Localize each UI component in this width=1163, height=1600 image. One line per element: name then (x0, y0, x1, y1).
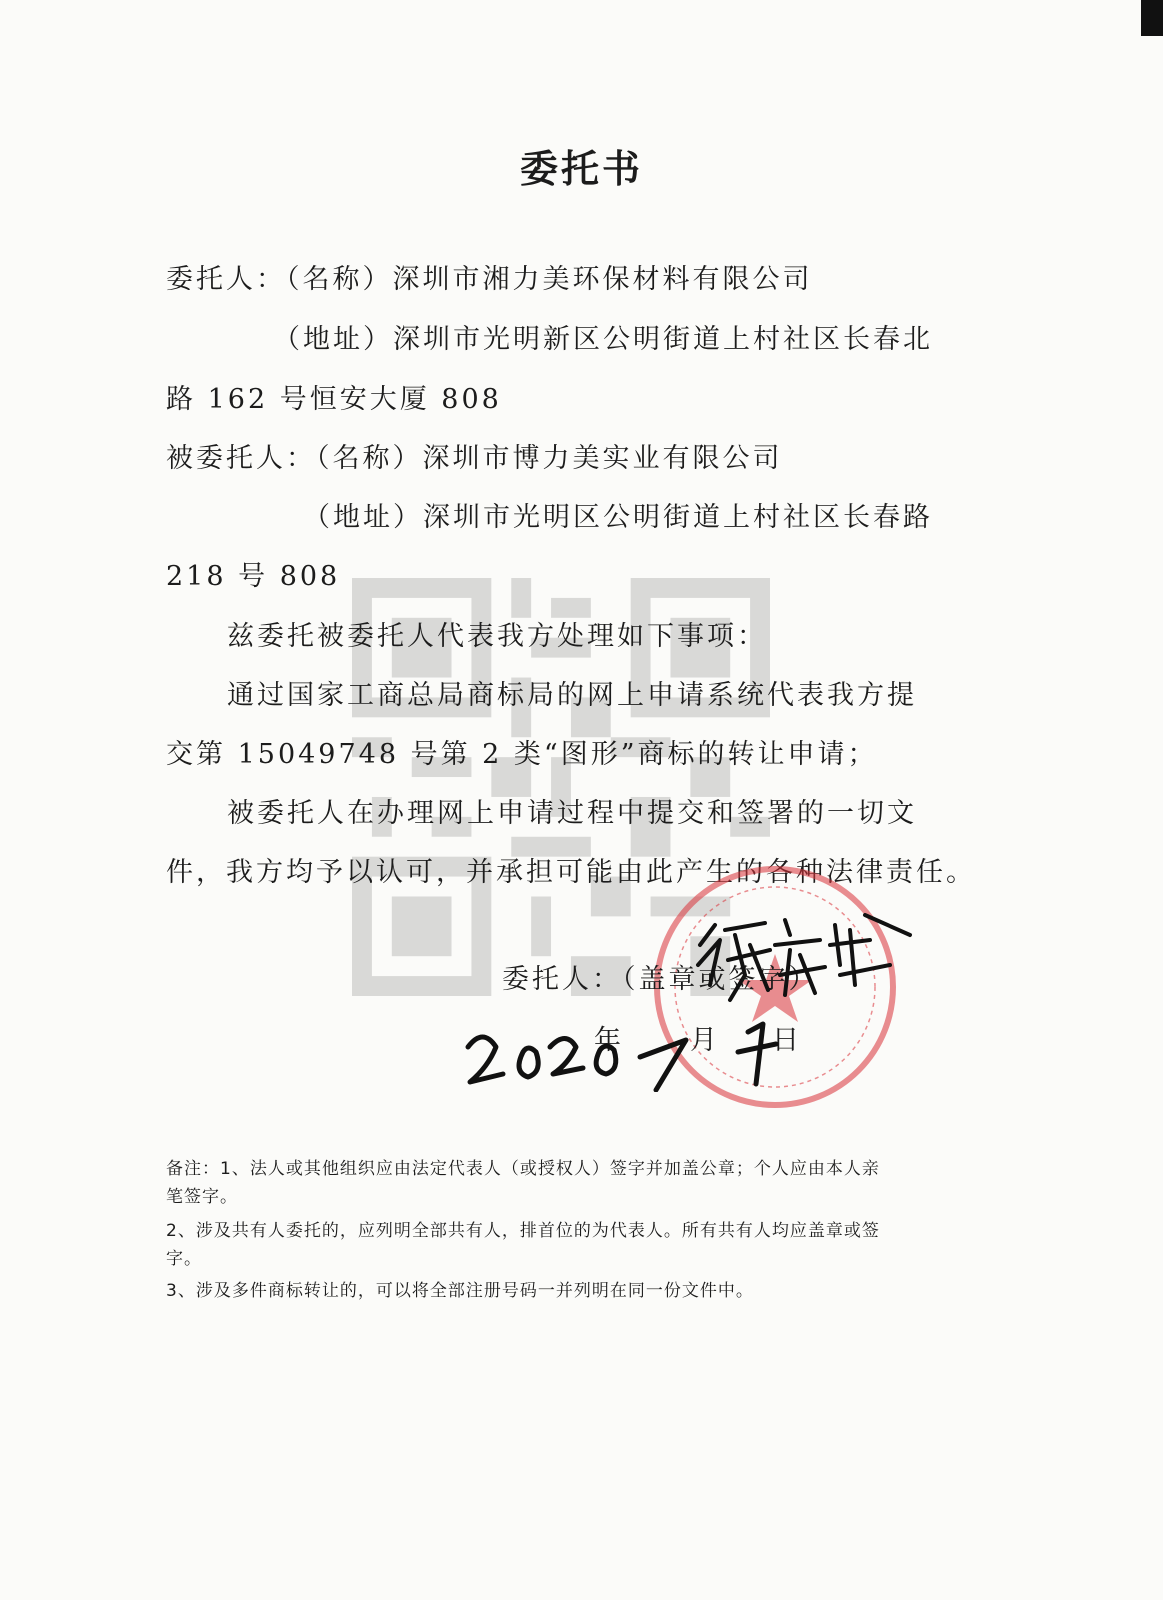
signing-label: 委托人：（盖章或签字） (502, 964, 819, 995)
note-line4: 字。 (166, 1249, 202, 1269)
handwritten-signature (690, 905, 920, 1010)
page-title: 委托书 (519, 147, 643, 191)
client-address-line2: 路 162 号恒安大厦 808 (166, 384, 502, 415)
client-address-line1: （地址）深圳市光明新区公明街道上村社区长春北 (273, 324, 933, 355)
agent-address-line2: 218 号 808 (166, 561, 341, 592)
item2-line1: 被委托人在办理网上申请过程中提交和签署的一切文 (227, 798, 917, 829)
month-label: 月 (690, 1025, 720, 1056)
item1-line2: 交第 15049748 号第 2 类“图形”商标的转让申请； (166, 739, 878, 770)
intro-text: 兹委托被委托人代表我方处理如下事项： (227, 621, 767, 652)
agent-address-line1: （地址）深圳市光明区公明街道上村社区长春路 (303, 502, 933, 533)
note-line3: 2、涉及共有人委托的，应列明全部共有人，排首位的为代表人。所有共有人均应盖章或签 (166, 1221, 880, 1241)
item1-line1: 通过国家工商总局商标局的网上申请系统代表我方提 (227, 680, 917, 711)
scan-edge (1141, 0, 1163, 36)
agent-name: 被委托人：（名称）深圳市博力美实业有限公司 (166, 443, 783, 474)
note-line1: 备注：1、法人或其他组织应由法定代表人（或授权人）签字并加盖公章；个人应由本人亲 (166, 1159, 880, 1179)
client-name: 委托人：（名称）深圳市湘力美环保材料有限公司 (166, 264, 813, 295)
handwritten-date (458, 1012, 818, 1092)
note-line2: 笔签字。 (166, 1187, 238, 1207)
year-label: 年 (594, 1025, 624, 1056)
item2-line2: 件，我方均予以认可，并承担可能由此产生的各种法律责任。 (166, 857, 976, 888)
day-label: 日 (772, 1025, 802, 1056)
note-line5: 3、涉及多件商标转让的，可以将全部注册号码一并列明在同一份文件中。 (166, 1281, 754, 1301)
